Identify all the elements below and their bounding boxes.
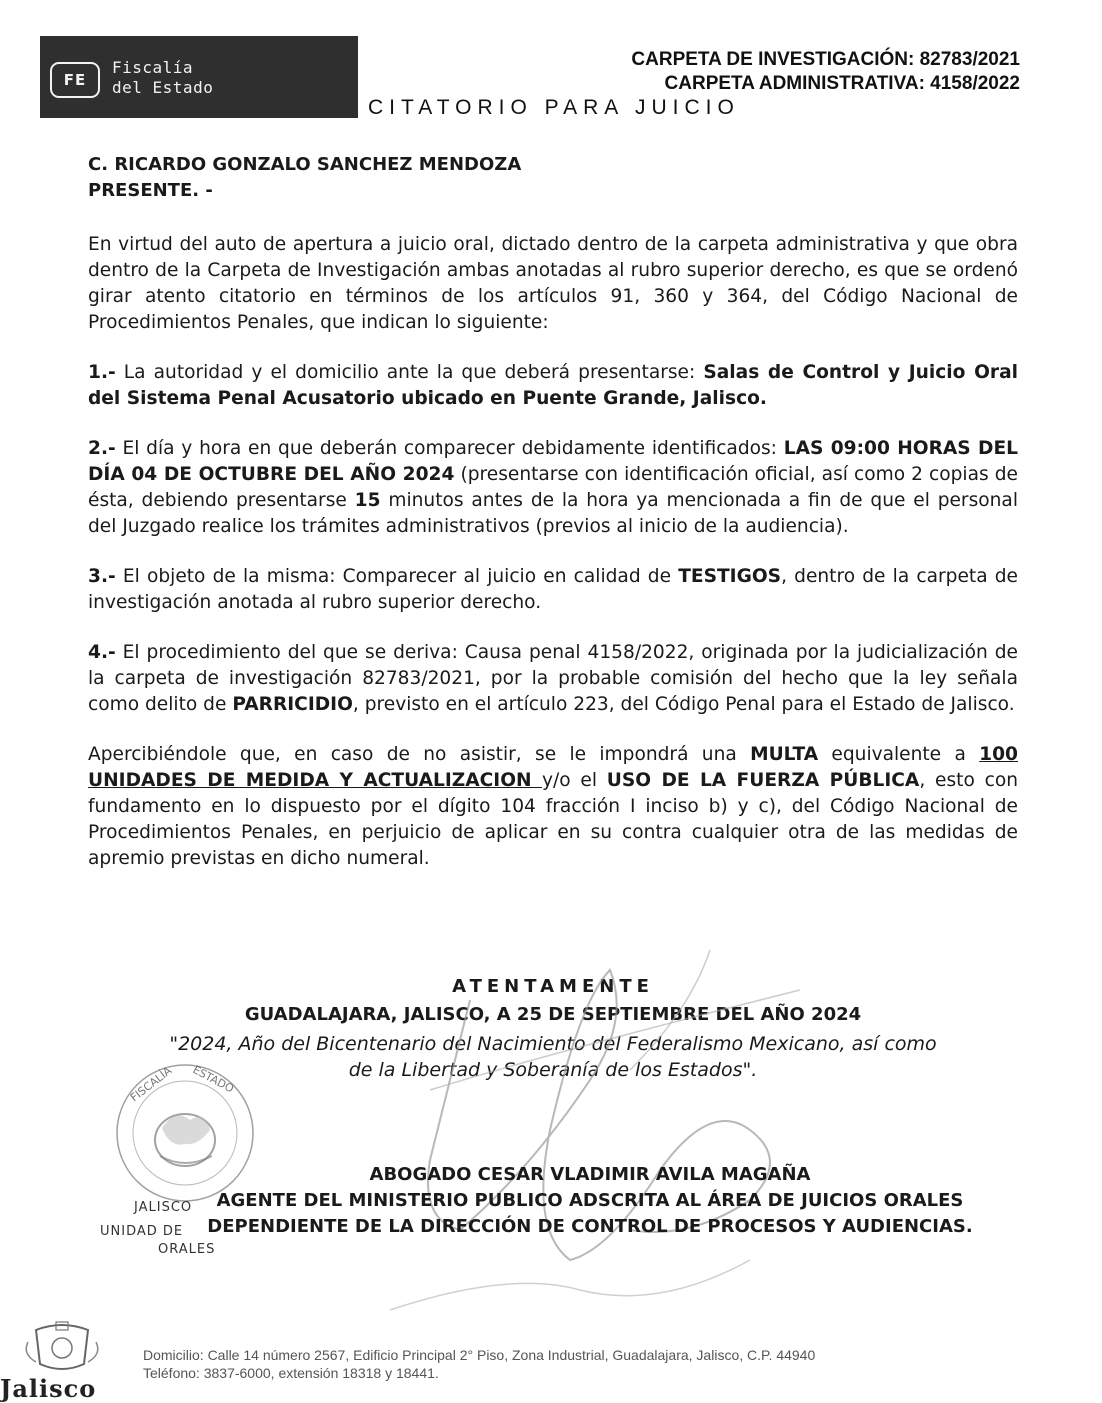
- footer-address: Domicilio: Calle 14 número 2567, Edificio Principal 2° Piso, Zona Industrial, Guadalajara, Jalisco, C.P. 44940: [143, 1347, 816, 1363]
- warning-fine: MULTA: [750, 744, 819, 765]
- point-2-paragraph: [88, 436, 1018, 540]
- footer-phone: Teléfono: 3837-6000, extensión 18318 y 18441.: [143, 1365, 439, 1381]
- closing-atentamente: ATENTAMENTE: [452, 976, 654, 997]
- signer-role: AGENTE DEL MINISTERIO PUBLICO ADSCRITA AL ÁREA DE JUICIOS ORALES: [216, 1190, 964, 1211]
- warning-text-b: equivalente a: [818, 744, 980, 765]
- document-type-title: CITATORIO PARA JUICIO: [368, 96, 740, 119]
- fiscalia-logo: [40, 36, 358, 118]
- motto-line-1: "2024, Año del Bicentenario del Nacimiento del Federalismo Mexicano, así como: [169, 1033, 937, 1055]
- logo-line-1: Fiscalía: [112, 58, 194, 77]
- point-3-text-a: El objeto de la misma: Comparecer al juicio en calidad de: [115, 566, 679, 587]
- fe-badge-icon: FE: [50, 62, 100, 98]
- point-3-paragraph: [88, 564, 1018, 616]
- point-3-text-b: , dentro de la carpeta de investigación anotada al rubro superior derecho.: [88, 566, 1019, 613]
- signer-department: DEPENDIENTE DE LA DIRECCIÓN DE CONTROL DE PROCESOS Y AUDIENCIAS.: [207, 1216, 973, 1237]
- warning-text-d: , esto con fundamento en lo dispuesto por el dígito 104 fracción I inciso b) y c), del Código Nacional de Procedimientos Penales, en perjuicio de aplicar en su contra cualquier otra de las medidas de apremio previstas en dicho numeral.: [88, 770, 1018, 869]
- logo-text: [112, 58, 213, 98]
- point-4-crime: PARRICIDIO: [232, 694, 353, 715]
- point-4-text-a: El procedimiento del que se deriva: Causa penal 4158/2022, originada por la judicialización de la carpeta de investigación 82783/2021, por la probable comisión del hecho que la ley señala como delito de: [88, 642, 1018, 715]
- point-3-number: 3.-: [88, 566, 116, 587]
- addressee-name: C. RICARDO GONZALO SANCHEZ MENDOZA: [88, 154, 522, 175]
- handwritten-signature-icon: [330, 930, 850, 1330]
- point-1-text: La autoridad y el domicilio ante la que deberá presentarse:: [115, 362, 704, 383]
- point-1-location: Salas de Control y Juicio Oral del Sistema Penal Acusatorio ubicado en Puente Grande, Jalisco.: [88, 362, 1018, 409]
- jalisco-crest-icon: [20, 1320, 104, 1374]
- point-2-number: 2.-: [88, 438, 116, 459]
- point-2-text-c: minutos antes de la hora ya mencionada a fin de que el personal del Juzgado realice los trámites administrativos (previos al inicio de la audiencia).: [88, 490, 1018, 537]
- point-2-minutes: 15: [354, 490, 381, 511]
- seal-caption-jalisco: JALISCO: [134, 1200, 193, 1215]
- warning-text-a: Apercibiéndole que, en caso de no asistir, se le impondrá una: [88, 744, 751, 765]
- point-4-paragraph: [88, 640, 1018, 718]
- point-4-number: 4.-: [88, 642, 116, 663]
- signer-name: ABOGADO CESAR VLADIMIR AVILA MAGAÑA: [369, 1164, 811, 1185]
- point-1-paragraph: [88, 360, 1018, 412]
- svg-text:ESTADO: ESTADO: [190, 1063, 236, 1096]
- motto-line-2: de la Libertad y Soberanía de los Estados".: [348, 1059, 758, 1081]
- footer-contact: [143, 1346, 815, 1382]
- investigation-folder-number: CARPETA DE INVESTIGACIÓN: 82783/2021: [631, 49, 1020, 70]
- warning-uma-amount: 100 UNIDADES DE MEDIDA Y ACTUALIZACION: [88, 744, 1018, 791]
- letter-body: [88, 152, 1018, 872]
- closing-place-date: GUADALAJARA, JALISCO, A 25 DE SEPTIEMBRE DEL AÑO 2024: [244, 1004, 862, 1025]
- intro-paragraph: En virtud del auto de apertura a juicio oral, dictado dentro de la carpeta administrativa y que obra dentro de la Carpeta de Investigación ambas anotadas al rubro superior derecho, es que se ordenó girar atento citatorio en términos de los artículos 91, 360 y 364, del Código Nacional de Procedimientos Penales, que indican lo siguiente:: [88, 234, 1018, 333]
- jalisco-wordmark: Jalisco: [0, 1374, 97, 1403]
- addressee-salutation: PRESENTE. -: [88, 180, 213, 201]
- administrative-folder-number: CARPETA ADMINISTRATIVA: 4158/2022: [664, 73, 1020, 94]
- point-2-datetime: LAS 09:00 HORAS DEL DÍA 04 DE OCTUBRE DEL AÑO 2024: [88, 438, 1019, 485]
- point-2-text-b: (presentarse con identificación oficial, así como 2 copias de ésta, debiendo presentarse: [88, 464, 1018, 511]
- point-4-text-b: , previsto en el artículo 223, del Código Penal para el Estado de Jalisco.: [352, 694, 1015, 715]
- case-numbers: [631, 48, 1020, 96]
- point-2-text-a: El día y hora en que deberán comparecer debidamente identificados:: [115, 438, 784, 459]
- point-3-role: TESTIGOS: [678, 566, 782, 587]
- logo-line-2: del Estado: [112, 78, 214, 97]
- warning-paragraph: [88, 742, 1018, 872]
- svg-text:FISCALÍA: FISCALÍA: [127, 1064, 175, 1105]
- point-1-number: 1.-: [88, 362, 116, 383]
- warning-text-c: y/o el: [541, 770, 607, 791]
- seal-caption-unidad: UNIDAD DE: [100, 1224, 184, 1239]
- seal-caption-orales: ORALES: [158, 1242, 216, 1257]
- warning-public-force: USO DE LA FUERZA PÚBLICA: [606, 770, 920, 791]
